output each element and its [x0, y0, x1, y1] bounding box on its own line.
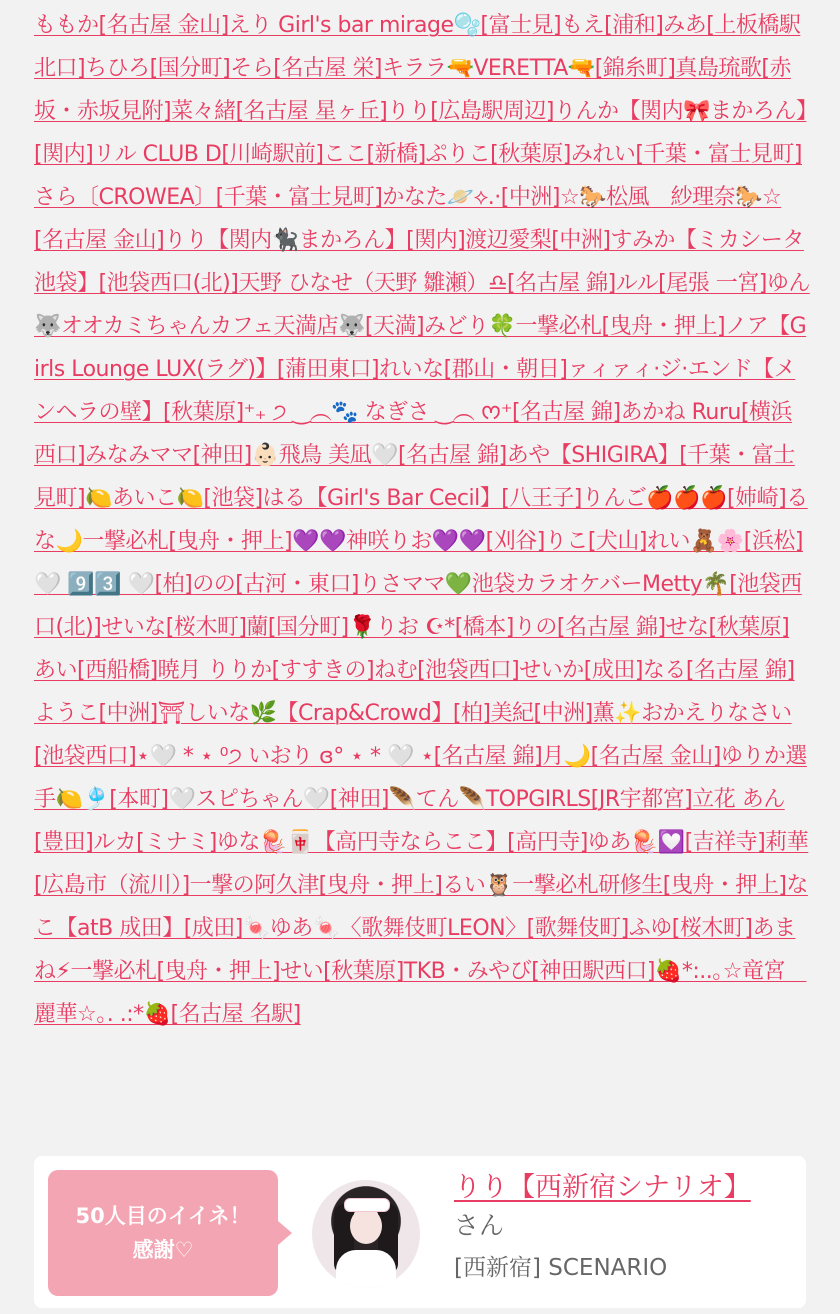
liker-link[interactable]: 蘭[国分町]	[246, 615, 349, 640]
liker-link[interactable]: りんか【関内🎀まかろん】[関内]	[34, 99, 807, 167]
liker-link[interactable]: りさママ💚池袋カラオケバーMetty🌴[池袋西口(北)]	[34, 572, 802, 640]
liker-link[interactable]: なこ【atB 成田】[成田]	[34, 873, 808, 941]
liker-link[interactable]: ちひろ[国分町]	[85, 56, 231, 81]
liker-link[interactable]: キララ🔫VERETTA🔫[錦糸町]	[381, 56, 676, 81]
liker-link[interactable]: あや【SHIGIRA】[千葉・富士見町]	[34, 443, 795, 511]
liker-link[interactable]: なる[名古屋 錦]	[642, 658, 795, 683]
liker-link[interactable]: みなみママ[神田]	[85, 443, 252, 468]
liker-link[interactable]: あまね⚡一撃必札[曳舟・押上]	[34, 916, 796, 984]
liker-link[interactable]: ここ[新橋]	[323, 142, 426, 167]
liker-link[interactable]: 🤍 9️⃣3️⃣ 🤍[柏]	[34, 572, 193, 597]
liker-link[interactable]: 一撃の阿久津[曳舟・押上]	[189, 873, 443, 898]
liker-link[interactable]: えり Girl's bar mirage🫧[富士見]	[228, 13, 562, 38]
liker-link[interactable]: ☆🐎松風 紗理奈🐎☆[名古屋 金山]	[34, 185, 782, 253]
liker-link[interactable]: ぷりこ[秋葉原]	[425, 142, 571, 167]
liker-link[interactable]: TKB・みやび[神田駅西口]	[403, 959, 655, 984]
liker-link[interactable]: 月🌙[名古屋 金山]	[542, 744, 721, 769]
milestone-bubble	[48, 1170, 278, 1296]
liker-name-link[interactable]: りり【西新宿シナリオ】	[454, 1172, 751, 1203]
liker-link[interactable]: れいな[郡山・朝日]	[379, 357, 568, 382]
liker-link[interactable]: ゆりか選手🍋🎐[本町]	[34, 744, 807, 812]
liker-link[interactable]: かなた🪐⟡.·[中洲]	[382, 185, 560, 210]
liker-link[interactable]: せな[秋葉原]	[665, 615, 790, 640]
liker-link[interactable]: せい[秋葉原]	[280, 959, 404, 984]
liker-link[interactable]: もえ[浦和]	[561, 13, 664, 38]
liker-link[interactable]: 💜💜神咲りお💜💜[刈谷]	[292, 529, 545, 554]
liker-link[interactable]: りこ[犬山]	[544, 529, 647, 554]
liker-link[interactable]: みれい[千葉・富士見町]	[570, 142, 802, 167]
liker-link[interactable]: 🌹りお ☪︎*[橋本]	[348, 615, 514, 640]
liker-link[interactable]: ァィァィ·ジ·エンド【メンヘラの壁】[秋葉原]	[34, 357, 796, 425]
area-shop: [西新宿] SCENARIO	[454, 1255, 668, 1281]
liker-link[interactable]: ゆあ🪼💟[吉祥寺]	[587, 830, 766, 855]
liker-link[interactable]: 天野 ひなせ（天野 雛瀬）♎[名古屋 錦]	[238, 271, 616, 296]
liker-link[interactable]: そら[名古屋 栄]	[230, 56, 382, 81]
liker-link[interactable]: はる【Girl's Bar Cecil】[八王子]	[262, 486, 582, 511]
liker-link[interactable]: りの[名古屋 錦]	[513, 615, 666, 640]
liker-link[interactable]: あい[西船橋]	[34, 658, 158, 683]
liker-link[interactable]: 🍓*:..｡☆竜宮 麗華☆｡. .:*🍓[名古屋 名駅]	[34, 959, 807, 1027]
liker-link[interactable]: リル CLUB D[川崎駅前]	[93, 142, 324, 167]
liker-link[interactable]: るい🦉一撃必札研修生[曳舟・押上]	[442, 873, 787, 898]
liker-link[interactable]: 薫✨おかえりなさい[池袋西口]	[34, 701, 792, 769]
liker-link[interactable]: みあ[上板橋駅北口]	[34, 13, 801, 81]
honorific: さん	[454, 1211, 505, 1240]
liker-link[interactable]: ノア【Girls Lounge LUX(ラグ)】[蒲田東口]	[34, 314, 807, 382]
liker-link[interactable]: 🤍スピちゃん🤍[神田]	[168, 787, 389, 812]
liker-link[interactable]: ねむ[池袋西口]	[374, 658, 520, 683]
liker-link[interactable]: ももか[名古屋 金山]	[34, 13, 229, 38]
liker-link[interactable]: りり【関内🐈‍⬛まかろん】[関内]	[164, 228, 466, 253]
liker-link[interactable]: れい🧸🌸[浜松]	[646, 529, 803, 554]
liker-link[interactable]: 渡辺愛梨[中洲]	[465, 228, 611, 253]
liker-link[interactable]: ⁺₊ ੭ ‿︵🐾 なぎさ ‿︵ ᰔ⁺[名古屋 錦]	[243, 400, 621, 425]
liker-link[interactable]: ⋆🤍 * ⋆ ⁰੭ いおり ɞ° ⋆ * 🤍 ⋆[名古屋 錦]	[136, 744, 543, 769]
liker-link[interactable]: 美紀[中洲]	[490, 701, 593, 726]
liker-link[interactable]: ルカ[ミナミ]	[93, 830, 217, 855]
liker-link[interactable]: 👶🏻飛鳥 美凪🤍[名古屋 錦]	[251, 443, 507, 468]
liker-link[interactable]: せいか[成田]	[519, 658, 643, 683]
liker-link[interactable]: みどり🍀一撃必札[曳舟・押上]	[424, 314, 726, 339]
liker-link[interactable]: せいな[桜木町]	[101, 615, 247, 640]
liker-link[interactable]: ゆな🪼🀄【高円寺ならここ】[高円寺]	[216, 830, 588, 855]
liker-name-list	[34, 4, 810, 1036]
liker-link[interactable]: ゆん🐺オオカミちゃんカフェ天満店🐺[天満]	[34, 271, 810, 339]
liker-link[interactable]: 立花 あん[豊田]	[34, 787, 785, 855]
liker-link[interactable]: ふゆ[桜木町]	[628, 916, 753, 941]
liker-link[interactable]: 真島琉歌[赤坂・赤坂見附]	[34, 56, 791, 124]
liker-link[interactable]: 🪶てん🪶TOPGIRLS[JR宇都宮]	[388, 787, 693, 812]
liker-link[interactable]: さら〔CROWEA〕[千葉・富士見町]	[34, 185, 383, 210]
liker-link[interactable]: あかね Ruru[横浜西口]	[34, 400, 792, 468]
avatar[interactable]	[312, 1180, 420, 1288]
liker-info	[454, 1170, 794, 1290]
liker-link[interactable]: 莉華[広島市（流川）]	[34, 830, 809, 898]
liker-link[interactable]: るな🌙一撃必札[曳舟・押上]	[34, 486, 808, 554]
liker-link[interactable]: ルル[尾張 一宮]	[615, 271, 767, 296]
liker-link[interactable]: りり[広島駅周辺]	[387, 99, 554, 124]
liker-link[interactable]: すみか【ミカシータ池袋】[池袋西口(北)]	[34, 228, 804, 296]
liker-link[interactable]: りんご🍎🍎🍎[姉崎]	[581, 486, 787, 511]
liker-link[interactable]: のの[古河・東口]	[192, 572, 359, 597]
like-card	[34, 1156, 806, 1308]
liker-link[interactable]: ⛩しいな🌿【Crap&Crowd】[柏]	[157, 701, 491, 726]
milestone-text: 50人目のイイネ！ 感謝♡	[75, 1204, 251, 1262]
liker-link[interactable]: 菜々緒[名古屋 星ヶ丘]	[171, 99, 388, 124]
liker-link[interactable]: 暁月 りりか[すすきの]	[157, 658, 375, 683]
liker-link[interactable]: 🍬ゆあ🍬〈歌舞伎町LEON〉[歌舞伎町]	[242, 916, 629, 941]
liker-link[interactable]: 🍋あいこ🍋[池袋]	[85, 486, 263, 511]
liker-link[interactable]: ようこ[中洲]	[34, 701, 158, 726]
